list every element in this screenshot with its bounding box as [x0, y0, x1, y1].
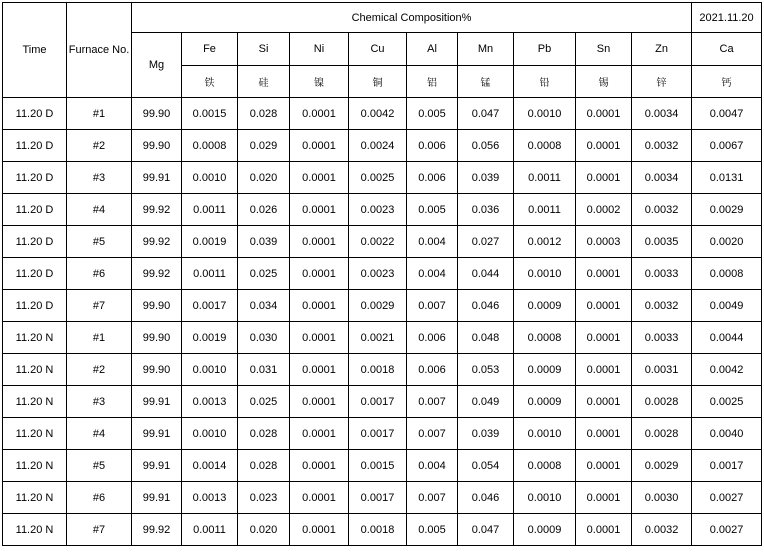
- element-symbol-header: Ca: [692, 33, 762, 66]
- value-cell: 0.0008: [514, 130, 576, 162]
- furnace-cell: #4: [67, 194, 132, 226]
- furnace-cell: #3: [67, 386, 132, 418]
- value-cell: 0.0001: [290, 322, 349, 354]
- element-symbol-header: Sn: [576, 33, 632, 66]
- element-cn-header: 铅: [514, 66, 576, 98]
- value-cell: 0.049: [458, 386, 514, 418]
- time-cell: 11.20 N: [3, 482, 67, 514]
- value-cell: 0.0018: [349, 514, 407, 546]
- value-cell: 0.0009: [514, 290, 576, 322]
- value-cell: 0.0001: [576, 322, 632, 354]
- value-cell: 0.0001: [576, 290, 632, 322]
- value-cell: 0.0019: [182, 226, 238, 258]
- furnace-cell: #1: [67, 322, 132, 354]
- value-cell: 99.90: [132, 130, 182, 162]
- element-cn-header: 锡: [576, 66, 632, 98]
- value-cell: 99.91: [132, 418, 182, 450]
- element-cn-header: 硅: [238, 66, 290, 98]
- value-cell: 0.054: [458, 450, 514, 482]
- furnace-cell: #2: [67, 130, 132, 162]
- furnace-header: Furnace No.: [67, 3, 132, 98]
- time-cell: 11.20 D: [3, 130, 67, 162]
- value-cell: 0.005: [407, 514, 458, 546]
- element-symbol-header: Pb: [514, 33, 576, 66]
- mg-header: Mg: [132, 33, 182, 98]
- value-cell: 0.0067: [692, 130, 762, 162]
- value-cell: 0.0032: [632, 194, 692, 226]
- element-cn-header: 铁: [182, 66, 238, 98]
- composition-header: Chemical Composition%: [132, 3, 692, 33]
- element-symbol-header: Zn: [632, 33, 692, 66]
- value-cell: 0.0023: [349, 194, 407, 226]
- element-symbol-header: Fe: [182, 33, 238, 66]
- time-cell: 11.20 D: [3, 258, 67, 290]
- value-cell: 0.0029: [349, 290, 407, 322]
- element-symbol-header: Ni: [290, 33, 349, 66]
- value-cell: 0.0001: [290, 98, 349, 130]
- table-body: [3, 98, 762, 546]
- value-cell: 0.0028: [632, 386, 692, 418]
- value-cell: 0.0027: [692, 514, 762, 546]
- value-cell: 0.0029: [632, 450, 692, 482]
- time-cell: 11.20 D: [3, 194, 67, 226]
- time-cell: 11.20 N: [3, 514, 67, 546]
- value-cell: 0.007: [407, 290, 458, 322]
- value-cell: 99.91: [132, 450, 182, 482]
- value-cell: 0.027: [458, 226, 514, 258]
- value-cell: 0.0025: [692, 386, 762, 418]
- value-cell: 0.0013: [182, 386, 238, 418]
- value-cell: 0.0028: [632, 418, 692, 450]
- furnace-cell: #5: [67, 226, 132, 258]
- value-cell: 0.0001: [576, 354, 632, 386]
- element-symbol-header: Si: [238, 33, 290, 66]
- value-cell: 0.005: [407, 194, 458, 226]
- value-cell: 0.0023: [349, 258, 407, 290]
- value-cell: 0.0024: [349, 130, 407, 162]
- element-cn-header: 锌: [632, 66, 692, 98]
- value-cell: 99.91: [132, 482, 182, 514]
- time-cell: 11.20 N: [3, 418, 67, 450]
- value-cell: 0.0011: [182, 194, 238, 226]
- value-cell: 0.0001: [290, 194, 349, 226]
- value-cell: 99.90: [132, 290, 182, 322]
- value-cell: 0.0001: [576, 418, 632, 450]
- value-cell: 0.0011: [514, 194, 576, 226]
- value-cell: 0.046: [458, 290, 514, 322]
- value-cell: 0.0001: [290, 226, 349, 258]
- time-cell: 11.20 N: [3, 450, 67, 482]
- value-cell: 0.047: [458, 98, 514, 130]
- table-row: [3, 482, 762, 514]
- value-cell: 0.006: [407, 130, 458, 162]
- value-cell: 0.007: [407, 482, 458, 514]
- value-cell: 0.0029: [692, 194, 762, 226]
- value-cell: 0.023: [238, 482, 290, 514]
- value-cell: 0.0042: [349, 98, 407, 130]
- value-cell: 99.92: [132, 514, 182, 546]
- value-cell: 0.0002: [576, 194, 632, 226]
- value-cell: 99.92: [132, 226, 182, 258]
- value-cell: 0.0001: [290, 514, 349, 546]
- value-cell: 0.007: [407, 418, 458, 450]
- element-cn-header: 铝: [407, 66, 458, 98]
- value-cell: 0.0001: [576, 162, 632, 194]
- value-cell: 0.0034: [632, 98, 692, 130]
- time-cell: 11.20 N: [3, 386, 67, 418]
- value-cell: 0.0011: [182, 258, 238, 290]
- table-row: [3, 450, 762, 482]
- furnace-cell: #3: [67, 162, 132, 194]
- value-cell: 0.0032: [632, 130, 692, 162]
- element-symbol-header: Cu: [349, 33, 407, 66]
- value-cell: 0.0015: [349, 450, 407, 482]
- furnace-cell: #7: [67, 290, 132, 322]
- time-header: Time: [3, 3, 67, 98]
- value-cell: 0.0008: [182, 130, 238, 162]
- table-row: [3, 418, 762, 450]
- value-cell: 0.005: [407, 98, 458, 130]
- table-row: [3, 386, 762, 418]
- value-cell: 0.0010: [182, 418, 238, 450]
- value-cell: 0.0019: [182, 322, 238, 354]
- value-cell: 0.020: [238, 514, 290, 546]
- value-cell: 99.92: [132, 194, 182, 226]
- value-cell: 0.0044: [692, 322, 762, 354]
- value-cell: 0.006: [407, 354, 458, 386]
- value-cell: 0.0017: [349, 482, 407, 514]
- value-cell: 0.004: [407, 450, 458, 482]
- value-cell: 0.0025: [349, 162, 407, 194]
- value-cell: 0.0017: [692, 450, 762, 482]
- value-cell: 0.007: [407, 386, 458, 418]
- furnace-cell: #1: [67, 98, 132, 130]
- element-cn-header: 镍: [290, 66, 349, 98]
- value-cell: 0.039: [238, 226, 290, 258]
- element-cn-header: 锰: [458, 66, 514, 98]
- element-cn-header: 铜: [349, 66, 407, 98]
- value-cell: 0.0001: [290, 450, 349, 482]
- value-cell: 0.039: [458, 162, 514, 194]
- value-cell: 0.0131: [692, 162, 762, 194]
- value-cell: 0.0033: [632, 258, 692, 290]
- value-cell: 0.026: [238, 194, 290, 226]
- value-cell: 0.0040: [692, 418, 762, 450]
- value-cell: 0.056: [458, 130, 514, 162]
- value-cell: 0.0009: [514, 514, 576, 546]
- value-cell: 0.0001: [290, 354, 349, 386]
- value-cell: 0.0010: [514, 482, 576, 514]
- value-cell: 0.0001: [290, 418, 349, 450]
- value-cell: 0.0021: [349, 322, 407, 354]
- value-cell: 0.0001: [576, 386, 632, 418]
- value-cell: 0.0001: [290, 258, 349, 290]
- value-cell: 0.053: [458, 354, 514, 386]
- value-cell: 0.028: [238, 418, 290, 450]
- value-cell: 0.0008: [514, 322, 576, 354]
- value-cell: 99.90: [132, 354, 182, 386]
- value-cell: 0.0001: [576, 450, 632, 482]
- value-cell: 0.0001: [290, 130, 349, 162]
- time-cell: 11.20 N: [3, 322, 67, 354]
- value-cell: 0.006: [407, 322, 458, 354]
- time-cell: 11.20 N: [3, 354, 67, 386]
- value-cell: 0.0033: [632, 322, 692, 354]
- value-cell: 0.0049: [692, 290, 762, 322]
- value-cell: 0.0015: [182, 98, 238, 130]
- value-cell: 99.91: [132, 386, 182, 418]
- table-row: [3, 226, 762, 258]
- value-cell: 0.048: [458, 322, 514, 354]
- value-cell: 0.046: [458, 482, 514, 514]
- value-cell: 0.0013: [182, 482, 238, 514]
- table-row: [3, 98, 762, 130]
- furnace-cell: #2: [67, 354, 132, 386]
- time-cell: 11.20 D: [3, 98, 67, 130]
- value-cell: 0.047: [458, 514, 514, 546]
- value-cell: 99.92: [132, 258, 182, 290]
- value-cell: 0.0010: [514, 98, 576, 130]
- value-cell: 0.025: [238, 386, 290, 418]
- value-cell: 0.0001: [290, 482, 349, 514]
- value-cell: 0.0032: [632, 290, 692, 322]
- value-cell: 99.90: [132, 322, 182, 354]
- value-cell: 0.0001: [290, 386, 349, 418]
- value-cell: 0.0001: [290, 290, 349, 322]
- element-symbol-header: Al: [407, 33, 458, 66]
- value-cell: 0.0012: [514, 226, 576, 258]
- value-cell: 0.039: [458, 418, 514, 450]
- table-row: [3, 290, 762, 322]
- value-cell: 0.031: [238, 354, 290, 386]
- value-cell: 0.034: [238, 290, 290, 322]
- value-cell: 0.0001: [576, 98, 632, 130]
- table-row: [3, 354, 762, 386]
- value-cell: 0.004: [407, 258, 458, 290]
- value-cell: 0.0031: [632, 354, 692, 386]
- value-cell: 0.004: [407, 226, 458, 258]
- value-cell: 0.0014: [182, 450, 238, 482]
- value-cell: 0.0030: [632, 482, 692, 514]
- value-cell: 0.0034: [632, 162, 692, 194]
- furnace-cell: #6: [67, 258, 132, 290]
- value-cell: 0.0027: [692, 482, 762, 514]
- value-cell: 0.028: [238, 98, 290, 130]
- value-cell: 0.0009: [514, 354, 576, 386]
- element-symbol-header: Mn: [458, 33, 514, 66]
- value-cell: 0.0009: [514, 386, 576, 418]
- value-cell: 0.0001: [290, 162, 349, 194]
- value-cell: 0.0001: [576, 258, 632, 290]
- furnace-cell: #5: [67, 450, 132, 482]
- value-cell: 99.90: [132, 98, 182, 130]
- value-cell: 0.0017: [182, 290, 238, 322]
- furnace-cell: #7: [67, 514, 132, 546]
- element-cn-header: 钙: [692, 66, 762, 98]
- table-row: [3, 322, 762, 354]
- value-cell: 0.0008: [692, 258, 762, 290]
- value-cell: 0.044: [458, 258, 514, 290]
- value-cell: 0.0010: [182, 162, 238, 194]
- value-cell: 0.0010: [182, 354, 238, 386]
- value-cell: 0.0020: [692, 226, 762, 258]
- table-header: [3, 3, 762, 98]
- value-cell: 0.0001: [576, 130, 632, 162]
- value-cell: 99.91: [132, 162, 182, 194]
- value-cell: 0.0022: [349, 226, 407, 258]
- value-cell: 0.0042: [692, 354, 762, 386]
- table-row: [3, 162, 762, 194]
- table-row: [3, 514, 762, 546]
- value-cell: 0.0035: [632, 226, 692, 258]
- value-cell: 0.029: [238, 130, 290, 162]
- table-row: [3, 258, 762, 290]
- value-cell: 0.020: [238, 162, 290, 194]
- value-cell: 0.0011: [182, 514, 238, 546]
- value-cell: 0.0001: [576, 482, 632, 514]
- value-cell: 0.0008: [514, 450, 576, 482]
- value-cell: 0.0018: [349, 354, 407, 386]
- date-header: 2021.11.20: [692, 3, 762, 33]
- value-cell: 0.025: [238, 258, 290, 290]
- value-cell: 0.0017: [349, 386, 407, 418]
- table-row: [3, 194, 762, 226]
- value-cell: 0.0001: [576, 514, 632, 546]
- value-cell: 0.028: [238, 450, 290, 482]
- value-cell: 0.0010: [514, 258, 576, 290]
- time-cell: 11.20 D: [3, 290, 67, 322]
- furnace-cell: #6: [67, 482, 132, 514]
- time-cell: 11.20 D: [3, 162, 67, 194]
- value-cell: 0.006: [407, 162, 458, 194]
- table-row: [3, 130, 762, 162]
- furnace-cell: #4: [67, 418, 132, 450]
- value-cell: 0.0032: [632, 514, 692, 546]
- value-cell: 0.0011: [514, 162, 576, 194]
- value-cell: 0.0017: [349, 418, 407, 450]
- value-cell: 0.0047: [692, 98, 762, 130]
- value-cell: 0.030: [238, 322, 290, 354]
- value-cell: 0.0010: [514, 418, 576, 450]
- value-cell: 0.0003: [576, 226, 632, 258]
- time-cell: 11.20 D: [3, 226, 67, 258]
- value-cell: 0.036: [458, 194, 514, 226]
- composition-table: [2, 2, 762, 546]
